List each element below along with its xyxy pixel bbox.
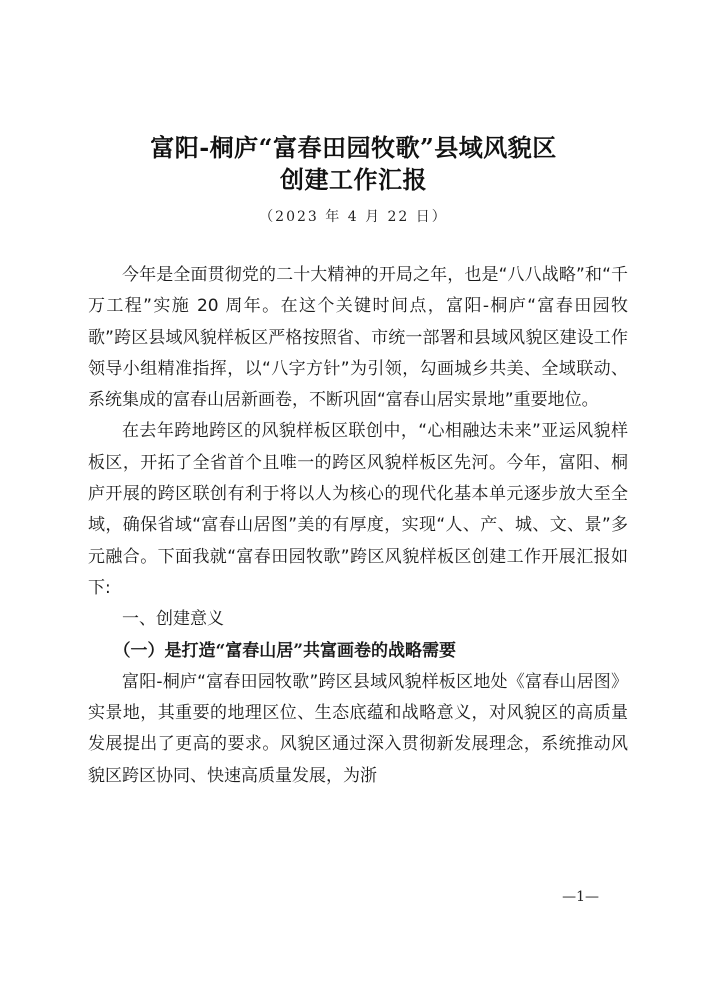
document-body [88,260,628,792]
page-number: —1— [562,889,599,905]
body-paragraph-1: 今年是全面贯彻党的二十大精神的开局之年，也是“八八战略”和“千万工程”实施 20 周年。在这个关键时间点，富阳-桐庐“富春田园牧歌”跨区县域风貌样板区严格按照省、市统一部署和县域风貌区建设工作领导小组精准指挥，以“八字方针”为引领，勾画城乡共美、全域联动、系统集成的富春山居新画卷，不断巩固“富春山居实景地”重要地位。 [88,265,628,411]
body-paragraph-3: 富阳-桐庐“富春田园牧歌”跨区县域风貌样板区地处《富春山居图》实景地，其重要的地理区位、生态底蕴和战略意义，对风貌区的高质量发展提出了更高的要求。风貌区通过深入贯彻新发展理念，系统推动风貌区跨区协同、快速高质量发展，为浙 [88,671,628,786]
subsection-heading-1: （一）是打造“富春山居”共富画卷的战略需要 [113,640,457,661]
document-title-line1: 富阳-桐庐“富春田园牧歌”县域风貌区 [150,133,557,162]
body-paragraph-2: 在去年跨地跨区的风貌样板区联创中，“心相融达未来”亚运风貌样板区，开拓了全省首个且唯一的跨区风貌样板区先河。今年，富阳、桐庐开展的跨区联创有利于将以人为核心的现代化基本单元逐步放大至全域，确保省域“富春山居图”美的有厚度，实现“人、产、城、文、景”多元融合。下面我就“富春田园牧歌”跨区风貌样板区创建工作开展汇报如下: [88,421,628,598]
document-title-line2: 创建工作汇报 [280,165,427,194]
document-date: （2023 年 4 月 22 日） [259,209,448,225]
section-heading-1: 一、创建意义 [122,609,224,630]
